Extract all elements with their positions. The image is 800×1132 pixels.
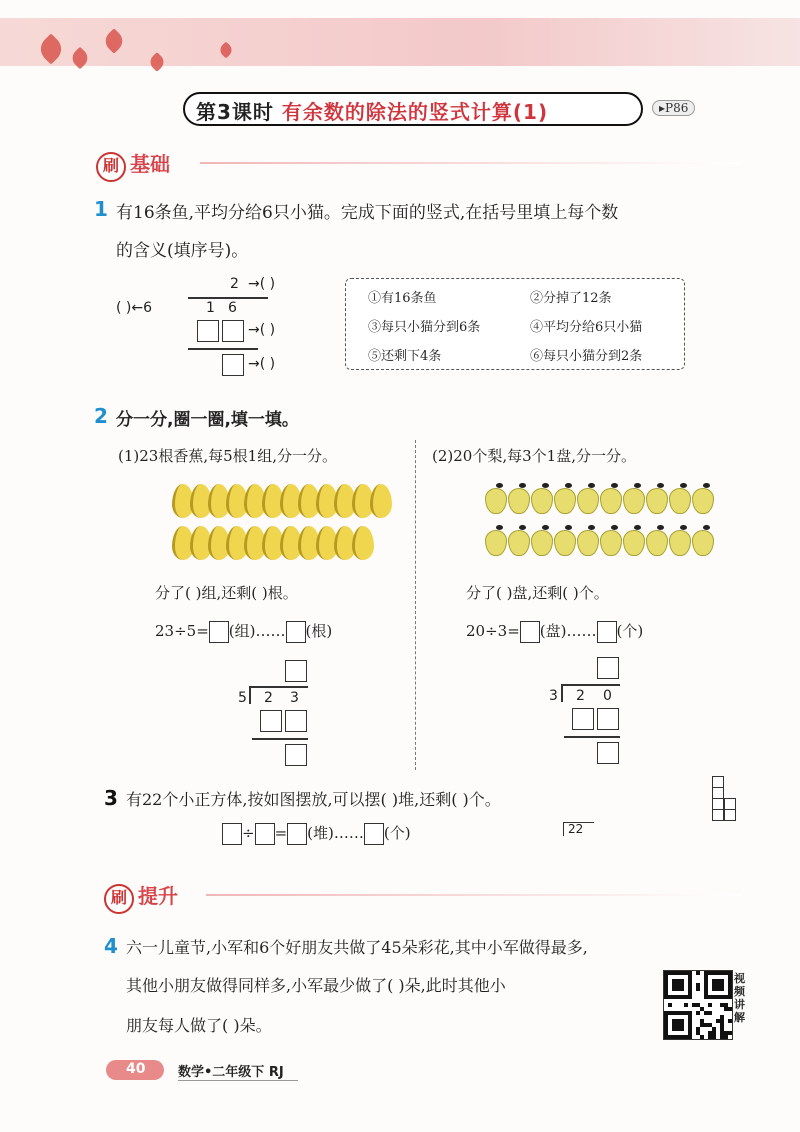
qr-caption: 视频讲解 <box>734 972 745 1024</box>
banana-icon <box>352 526 374 560</box>
q1-dividend-digit: 6 <box>228 300 237 316</box>
answer-box[interactable] <box>209 621 229 643</box>
pear-icon <box>646 530 668 556</box>
answer-box[interactable] <box>222 823 242 845</box>
division-bar <box>250 686 308 688</box>
qr-module <box>688 1035 692 1039</box>
q2-part2-equation: 20÷3= (盘)…… (个) <box>466 620 643 643</box>
section-basic <box>96 148 170 182</box>
pear-icon <box>600 488 622 514</box>
qr-module <box>700 1035 704 1039</box>
q2-part1-equation: 23÷5= (组)…… (根) <box>155 620 332 643</box>
subtraction-line <box>188 348 258 350</box>
pear-leaf-icon <box>657 483 664 488</box>
long-division-dividend: 22 <box>568 822 584 836</box>
pear-icon <box>554 488 576 514</box>
option-item: ②分掉了12条 <box>530 291 612 306</box>
section-divider <box>200 162 740 164</box>
pear-icon <box>669 530 691 556</box>
q1-divisor-paren: ( )←6 <box>116 300 153 316</box>
pear-leaf-icon <box>519 483 526 488</box>
pear-icon <box>485 530 507 556</box>
page-reference: ▸P86 <box>652 100 695 116</box>
qr-module <box>720 987 724 991</box>
banana-icon <box>370 484 392 518</box>
pear-icon <box>623 530 645 556</box>
page-number: 40 <box>126 1061 146 1077</box>
division-bracket <box>249 686 251 704</box>
pear-icon <box>485 488 507 514</box>
pear-leaf-icon <box>634 525 641 530</box>
pear-leaf-icon <box>611 525 618 530</box>
option-item: ⑤还剩下4条 <box>368 349 442 364</box>
pear-leaf-icon <box>611 483 618 488</box>
page-title <box>196 96 548 125</box>
pear-leaf-icon <box>703 525 710 530</box>
cube-icon <box>724 809 736 821</box>
pear-icon <box>577 530 599 556</box>
cube-icon <box>712 809 724 821</box>
pear-leaf-icon <box>496 483 503 488</box>
answer-box[interactable] <box>222 320 244 342</box>
pear-leaf-icon <box>496 525 503 530</box>
pear-leaf-icon <box>542 525 549 530</box>
footer-rule <box>178 1080 298 1081</box>
divisor: 3 <box>549 688 558 704</box>
question-number: 2 <box>94 404 108 428</box>
answer-box[interactable] <box>286 621 306 643</box>
qr-module <box>708 1011 712 1015</box>
pear-leaf-icon <box>634 483 641 488</box>
pear-icon <box>531 488 553 514</box>
option-item: ⑥每只小猫分到2条 <box>530 349 643 364</box>
pear-leaf-icon <box>565 483 572 488</box>
qr-module <box>708 1003 712 1007</box>
pear-leaf-icon <box>703 483 710 488</box>
answer-box[interactable] <box>285 710 307 732</box>
q3-equation: ÷ = (堆)…… (个) <box>222 822 411 845</box>
answer-box[interactable] <box>285 744 307 766</box>
qr-code[interactable] <box>663 970 733 1040</box>
pear-icon <box>692 488 714 514</box>
pear-icon <box>600 530 622 556</box>
q1-dividend-digit: 1 <box>206 300 215 316</box>
answer-box[interactable] <box>597 621 617 643</box>
dividend-digit: 2 <box>264 690 273 706</box>
qr-module <box>680 1027 684 1031</box>
pear-icon <box>692 530 714 556</box>
question-number: 4 <box>104 934 118 958</box>
pear-icon <box>508 488 530 514</box>
column-divider <box>415 440 416 770</box>
qr-module <box>680 987 684 991</box>
page-number-badge <box>106 1060 164 1080</box>
division-bracket <box>561 684 563 702</box>
qr-module <box>684 1003 688 1007</box>
q1-remainder-arrow: →( ) <box>248 356 276 372</box>
q1-text-line2: 的含义(填序号)。 <box>116 241 249 261</box>
q4-line3: 朋友每人做了( )朵。 <box>126 1016 272 1035</box>
q3-text: 有22个小正方体,按如图摆放,可以摆( )堆,还剩( )个。 <box>126 790 501 809</box>
option-item: ③每只小猫分到6条 <box>368 320 481 335</box>
lesson-title: 有余数的除法的竖式计算(1) <box>281 100 549 124</box>
pear-leaf-icon <box>680 525 687 530</box>
qr-module <box>688 995 692 999</box>
qr-module <box>696 1011 700 1015</box>
dividend-digit: 2 <box>576 688 585 704</box>
q2-part1-fill: 分了( )组,还剩( )根。 <box>155 584 298 602</box>
subtraction-line <box>564 736 620 738</box>
qr-module <box>696 971 700 975</box>
lesson-number: 第3课时 <box>196 100 274 124</box>
division-bracket <box>563 822 564 836</box>
answer-box[interactable] <box>197 320 219 342</box>
pear-leaf-icon <box>588 525 595 530</box>
section-badge: 刷 <box>96 152 126 182</box>
option-item: ①有16条鱼 <box>368 291 437 306</box>
answer-box[interactable] <box>597 708 619 730</box>
qr-module <box>696 987 700 991</box>
q1-text-line1: 有16条鱼,平均分给6只小猫。完成下面的竖式,在括号里填上每个数 <box>116 203 619 223</box>
qr-module <box>724 1035 728 1039</box>
pear-leaf-icon <box>680 483 687 488</box>
q1-quotient-arrow: →( ) <box>248 276 276 292</box>
section-advance <box>104 880 178 914</box>
section-badge: 刷 <box>104 884 134 914</box>
option-item: ④平均分给6只小猫 <box>530 320 643 335</box>
pear-icon <box>623 488 645 514</box>
pear-icon <box>669 488 691 514</box>
pear-icon <box>554 530 576 556</box>
answer-box[interactable] <box>572 708 594 730</box>
pear-leaf-icon <box>588 483 595 488</box>
answer-box[interactable] <box>597 657 619 679</box>
dividend-digit: 0 <box>603 688 612 704</box>
answer-box[interactable] <box>597 742 619 764</box>
division-bar <box>188 297 268 299</box>
divisor: 5 <box>238 690 247 706</box>
answer-box[interactable] <box>255 823 275 845</box>
pear-icon <box>531 530 553 556</box>
q2-part2-fill: 分了( )盘,还剩( )个。 <box>466 584 609 602</box>
answer-box[interactable] <box>285 660 307 682</box>
section-label: 提升 <box>138 884 178 908</box>
qr-module <box>728 995 732 999</box>
q4-line1: 六一儿童节,小军和6个好朋友共做了45朵彩花,其中小军做得最多, <box>126 938 588 957</box>
subtraction-line <box>252 738 308 740</box>
qr-module <box>728 1007 732 1011</box>
section-divider <box>206 894 741 896</box>
footer-text: 数学•二年级下 RJ <box>178 1065 284 1080</box>
question-number: 3 <box>104 786 118 810</box>
pear-icon <box>508 530 530 556</box>
options-box <box>345 278 685 370</box>
pear-leaf-icon <box>565 525 572 530</box>
pear-leaf-icon <box>519 525 526 530</box>
q4-line2: 其他小朋友做得同样多,小军最少做了( )朵,此时其他小 <box>126 976 506 995</box>
answer-box[interactable] <box>364 823 384 845</box>
answer-box[interactable] <box>520 621 540 643</box>
q1-product-arrow: →( ) <box>248 322 276 338</box>
qr-module <box>668 1003 672 1007</box>
pear-icon <box>577 488 599 514</box>
qr-module <box>712 1035 716 1039</box>
section-label: 基础 <box>130 152 170 176</box>
pear-icon <box>646 488 668 514</box>
answer-box[interactable] <box>222 354 244 376</box>
pear-leaf-icon <box>657 525 664 530</box>
q2-text: 分一分,圈一圈,填一填。 <box>116 410 299 430</box>
division-bar <box>562 684 620 686</box>
question-number: 1 <box>94 197 108 221</box>
pear-leaf-icon <box>542 483 549 488</box>
answer-box[interactable] <box>260 710 282 732</box>
dividend-digit: 3 <box>290 690 299 706</box>
q1-quotient: 2 <box>230 276 239 292</box>
qr-module <box>728 1031 732 1035</box>
qr-module <box>728 1019 732 1023</box>
q2-part2-title: (2)20个梨,每3个1盘,分一分。 <box>432 447 636 465</box>
answer-box[interactable] <box>287 823 307 845</box>
q2-part1-title: (1)23根香蕉,每5根1组,分一分。 <box>118 447 337 465</box>
